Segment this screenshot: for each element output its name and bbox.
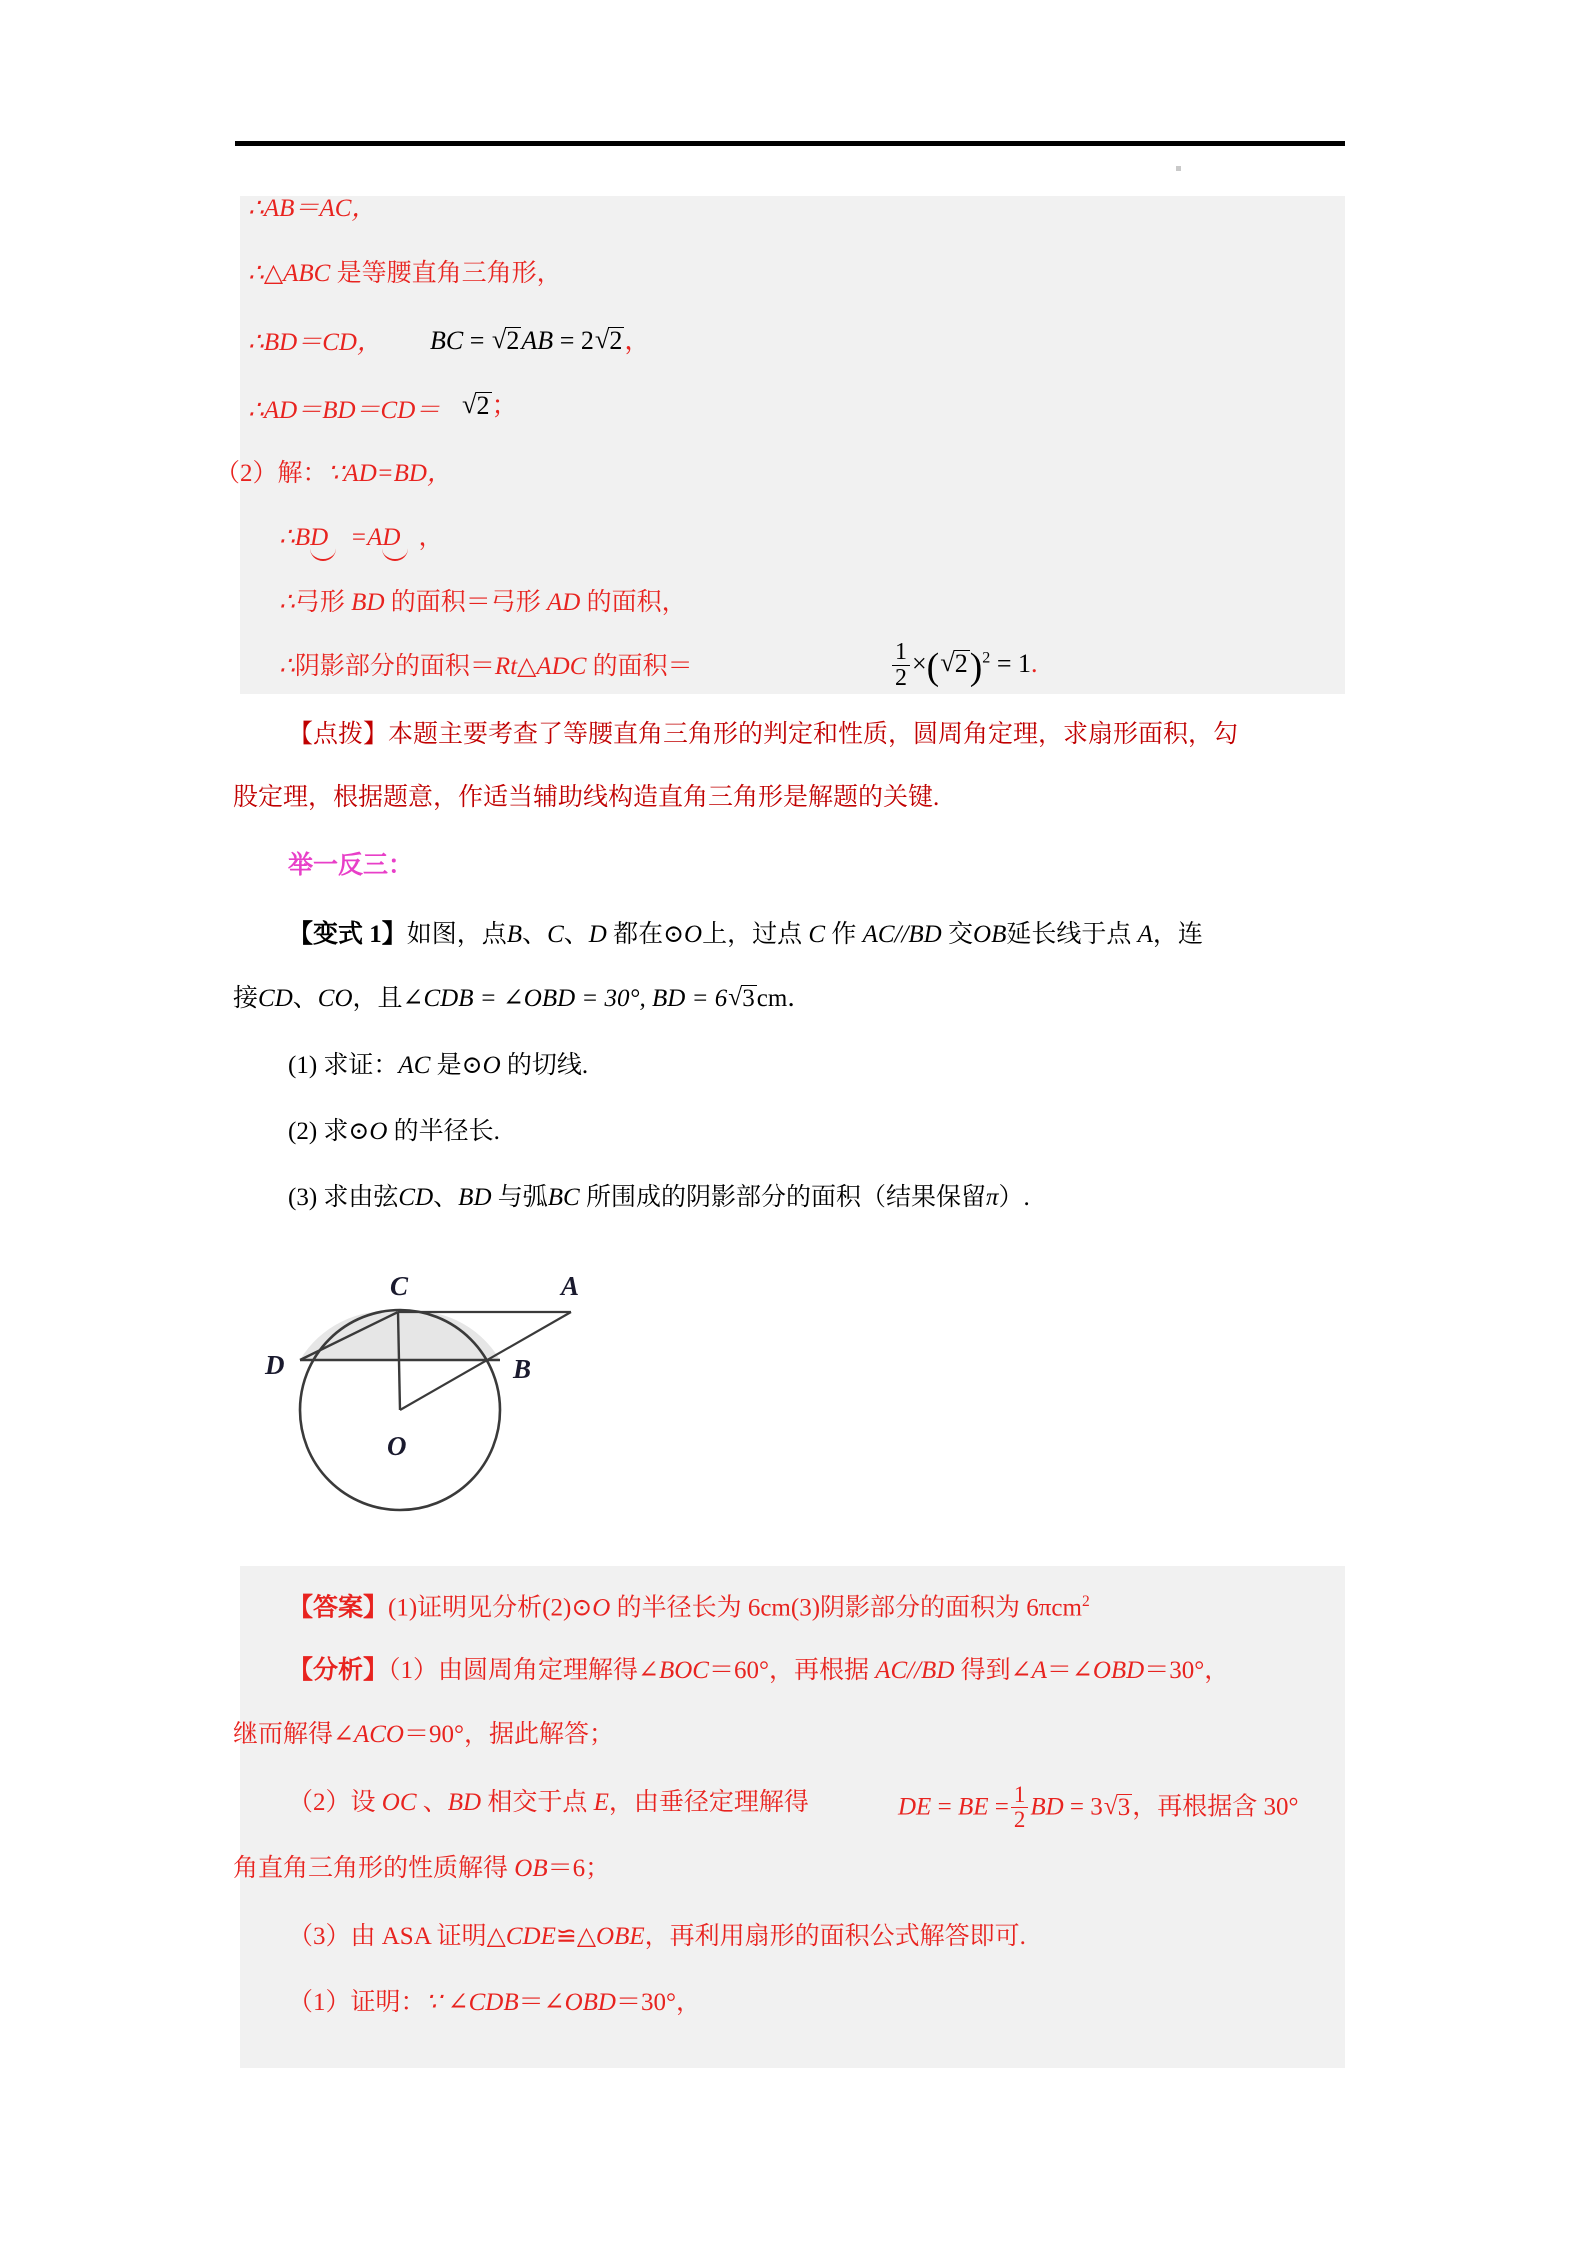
angle-obd-label: OBD [1092, 1657, 1145, 1684]
sqrt-2-c: √ 2 [462, 392, 492, 419]
pointer-text-2: 股定理，根据题意，作适当辅助线构造直角三角形是解题的关键. [233, 784, 940, 811]
point-b-label: B [506, 921, 523, 948]
answer-line [288, 1594, 1090, 1620]
rt-triangle-adc-label: Rt△ADC [494, 653, 587, 680]
variant-text-a: 如图，点 [406, 921, 507, 948]
sqrt-2-d: √ 2 [940, 650, 970, 677]
analysis-line-6: （1）证明：∵ ∠CDB＝∠OBD＝30°， [288, 1989, 701, 2016]
be-term: BE [957, 1793, 989, 1821]
because-symbol: ∵ [327, 460, 344, 487]
equals-1: = [469, 326, 485, 355]
cd-label: CD [398, 1184, 434, 1211]
ac-parallel-bd-label: AC//BD [862, 921, 942, 948]
de-term: DE [898, 1793, 932, 1821]
circle-tangent-svg [255, 1250, 685, 1570]
period: . [1031, 648, 1038, 678]
point-c-label: C [547, 921, 564, 948]
pointer-text-1: 本题主要考查了等腰直角三角形的判定和性质，圆周角定理，求扇形面积，勾 [388, 721, 1239, 748]
bd-label: BD [458, 1184, 492, 1211]
point-c-label-2: C [808, 921, 826, 948]
pointer-line-2 [233, 785, 939, 810]
sqrt-3-b: √ 3 [1104, 1794, 1133, 1820]
solution-line-1 [248, 196, 376, 221]
variant-tag: 【变式 1】 [288, 921, 407, 948]
variant-question-3: (3) 求由弦CD、BD 与弧BC 所围成的阴影部分的面积（结果保留π）. [288, 1184, 1030, 1211]
solution-line-3 [248, 330, 382, 355]
solution-line-3-text: BD＝CD， [263, 329, 382, 356]
ob-label: OB [514, 1855, 548, 1882]
variant-question-1: (1) 求证：AC 是⊙O 的切线. [288, 1052, 589, 1079]
analysis-line-3-equation: DE = BE = $\frac{1}{2}$ BD = 3 √ 3，再根据含 30° [898, 1783, 1299, 1832]
triangle-abc-label: △ABC [263, 260, 331, 287]
answer-tag: 【答案】 [288, 1594, 389, 1622]
cd-label: CD [258, 985, 293, 1012]
therefore-symbol: ∴ [279, 589, 295, 616]
segment-word-1: 弓形 [294, 589, 352, 616]
point-d-label: D [588, 921, 607, 948]
therefore-symbol: ∴ [248, 260, 264, 287]
exponent-2: 2 [982, 649, 991, 667]
variant-question-2: (2) 求⊙O 的半径长. [288, 1118, 500, 1145]
circle-o-label: O [369, 1118, 388, 1145]
solution-line-3-equation [430, 327, 650, 354]
therefore-symbol: ∴ [279, 653, 295, 680]
segment-word-2: 的面积＝弓形 [384, 589, 548, 616]
equals: = [350, 524, 368, 551]
angle-a-label: A [1031, 1657, 1047, 1684]
ac-label: AC [398, 1052, 431, 1079]
arc-ad-label: AD [367, 524, 401, 551]
variant-line-2: 接CD、CO，且∠CDB = ∠OBD = 30°, BD = 6 √ 3cm． [233, 985, 812, 1011]
result-equals-1: = 1 [996, 648, 1031, 678]
solution-line-4-radical [461, 392, 518, 419]
question-2-number: (2) [288, 1118, 318, 1145]
co-label: CO [317, 985, 353, 1012]
equals-3: = [1069, 1793, 1085, 1821]
pi-symbol: π [985, 1184, 999, 1211]
variant-given-equation: ∠CDB = ∠OBD = 30°, BD = 6 [402, 985, 728, 1012]
solution-line-6 [279, 525, 443, 552]
label-C: C [390, 1271, 409, 1301]
squared-exponent: 2 [1081, 1593, 1090, 1610]
close-paren: ) [969, 645, 983, 688]
question-1-number: (1) [288, 1052, 318, 1079]
shaded-arc-region [398, 1311, 500, 1360]
angle-obd-label: OBD [564, 1989, 616, 2016]
coefficient-2: 2 [580, 326, 594, 355]
bd-label: BD [351, 589, 385, 616]
analysis-tag: 【分析】 [288, 1657, 389, 1684]
bd-term: BD [1030, 1793, 1064, 1821]
ob-label: OB [973, 921, 1007, 948]
analysis-line-2: 继而解得∠ACO＝90°，据此解答； [233, 1721, 614, 1748]
therefore-symbol: ∴ [248, 397, 264, 424]
geometry-figure [255, 1250, 685, 1570]
analysis-line-4: 角直角三角形的性质解得 OB＝6； [233, 1855, 611, 1882]
sqrt-3-a: √ 3 [728, 985, 757, 1011]
triangle-obe-label: OBE [596, 1923, 645, 1950]
page-artifact-mark [1176, 166, 1181, 171]
sqrt-2-a: √ 2 [492, 327, 522, 354]
comma: ， [624, 326, 651, 355]
part-2-label: （2）解： [215, 460, 328, 487]
solution-line-8-equation [890, 640, 1038, 691]
variant-line-1: 【变式 1】如图，点B、C、D 都在⊙O上，过点 C 作 AC//BD 交OB延长线于点 A，连 [288, 921, 1203, 948]
congruent-symbol: ≌ [555, 1923, 577, 1950]
pointer-line-1 [288, 722, 1238, 747]
one-half-fraction: $\frac{1}{2}$ [892, 640, 910, 691]
shaded-area-word: 阴影部分的面积＝ [294, 653, 495, 680]
solution-line-4-text: AD＝BD＝CD＝ [263, 397, 441, 424]
analysis-line-1: 【分析】（1）由圆周角定理解得∠BOC＝60°，再根据 AC//BD 得到∠A＝∠OBD＝30°， [288, 1657, 1230, 1684]
solution-line-8 [279, 654, 693, 679]
section-heading-juyifansan [288, 853, 413, 878]
bd-label: BD [447, 1789, 482, 1816]
section-heading-text: 举一反三： [288, 852, 414, 879]
answer-text-b: 的半径长为 6cm(3)阴影部分的面积为 6πcm [610, 1594, 1082, 1622]
therefore-symbol: ∴ [248, 195, 264, 222]
coefficient-3: 3 [1090, 1793, 1103, 1821]
angle-cdb-label: CDB [468, 1989, 519, 2016]
arc-bc-label: BC [547, 1184, 580, 1211]
ac-parallel-bd-label: AC//BD [875, 1657, 955, 1684]
equals-2: = [994, 1793, 1009, 1821]
ad-label: AD [547, 589, 581, 616]
circle-o-label: O [684, 921, 703, 948]
triangle-symbol: △ [576, 1923, 597, 1950]
area-word: 的面积＝ [586, 653, 693, 680]
sqrt-2-b: √ 2 [595, 327, 625, 354]
analysis-line-3: （2）设 OC 、BD 相交于点 E，由垂径定理解得 [288, 1789, 809, 1816]
point-e-label: E [593, 1789, 609, 1816]
times-symbol: × [911, 648, 927, 678]
analysis-line-5: （3）由 ASA 证明△CDE≌△OBE，再利用扇形的面积公式解答即可. [288, 1923, 1026, 1950]
angle-boc-label: BOC [658, 1657, 709, 1684]
comma: ， [418, 524, 444, 551]
ab-term: AB [521, 326, 554, 355]
solution-line-4 [248, 398, 440, 423]
therefore-symbol: ∴ [279, 524, 295, 551]
oc-label: OC [381, 1789, 417, 1816]
question-3-number: (3) [288, 1184, 318, 1211]
triangle-cde-label: CDE [505, 1923, 556, 1950]
equals-1: = [937, 1793, 952, 1821]
label-B: B [513, 1354, 532, 1384]
segment-word-3: 的面积， [580, 589, 687, 616]
pointer-tag: 【点拨】 [288, 721, 389, 748]
solution-line-5-text: AD=BD， [343, 460, 452, 487]
bc-term: BC [430, 326, 464, 355]
circle-o-label: O [592, 1594, 611, 1622]
because-symbol: ∵ [425, 1989, 442, 2016]
angle-aco-label: ACO [353, 1721, 404, 1748]
solution-line-7 [279, 590, 687, 615]
header-rule [235, 141, 1345, 146]
label-D: D [265, 1350, 285, 1380]
label-A: A [561, 1271, 580, 1301]
point-a-label: A [1137, 921, 1153, 948]
semicolon: ； [491, 391, 518, 420]
therefore-symbol: ∴ [248, 329, 264, 356]
open-paren: ( [926, 645, 940, 688]
solution-line-1-text: AB＝AC， [263, 195, 377, 222]
arc-bd-label: BD [294, 524, 329, 551]
solution-line-2 [248, 261, 562, 286]
answer-text-a: (1)证明见分析(2)⊙ [388, 1594, 593, 1622]
solution-line-5 [215, 461, 452, 486]
one-half-fraction: $\frac{1}{2}$ [1011, 1783, 1029, 1832]
label-O: O [387, 1431, 407, 1461]
circle-o-label: O [482, 1052, 501, 1079]
unit-cm: cm [756, 985, 788, 1012]
solution-line-2-text: 是等腰直角三角形， [330, 260, 562, 287]
equals-2: = [559, 326, 575, 355]
